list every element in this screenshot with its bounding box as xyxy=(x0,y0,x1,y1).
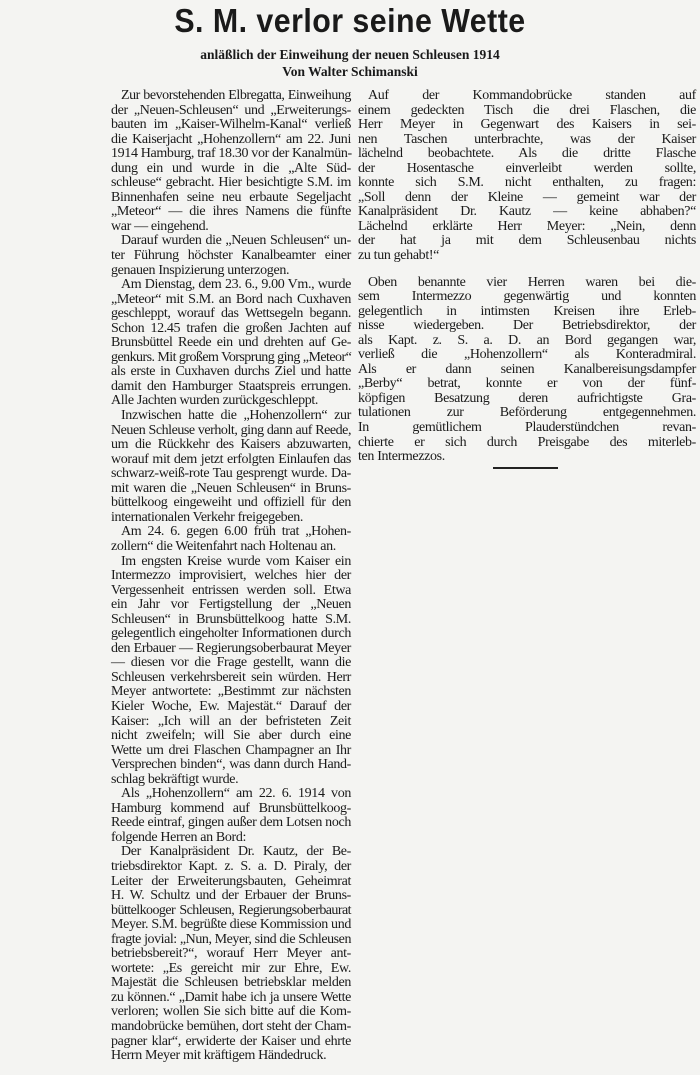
text-line: büttelkooger Schleusen, Regierungsoberbaurat xyxy=(111,902,351,918)
text-line: — diesen vor die Frage gestellt, wann die xyxy=(111,655,351,671)
paragraph xyxy=(111,555,351,788)
text-line: Intermezzo improvisiert, welches hier der xyxy=(111,568,351,584)
paragraph xyxy=(111,234,351,278)
text-line: verloren; wollen Sie sich bitte auf die Kom- xyxy=(111,1004,351,1020)
text-line: dung ein und wurde in die „Alte Süd- xyxy=(111,160,351,176)
paragraph xyxy=(111,525,351,554)
text-line: betriebsbereit?“, worauf Herr Meyer ant- xyxy=(111,946,351,962)
text-line: Darauf wurden die „Neuen Schleusen“ un- xyxy=(121,233,351,249)
text-line: zu tun gehabt!“ xyxy=(358,248,440,264)
paragraph xyxy=(111,409,351,525)
text-line: mit waren die „Neuen Schleusen“ in Bruns- xyxy=(111,480,351,496)
text-line: Auf der Kommandobrücke standen auf xyxy=(368,88,696,103)
text-line: genauen Inspizierung unterzogen. xyxy=(111,262,290,278)
text-line: Der Kanalpräsident Dr. Kautz, der Be- xyxy=(121,844,351,860)
text-line: worauf mit dem jetzt erfolgten Einlaufen das xyxy=(111,451,351,467)
text-line: Herr Meyer in Gegenwart des Kaisers in sei- xyxy=(358,117,696,133)
text-line: Meyer. S.M. begrüßte diese Kommission und xyxy=(111,917,351,933)
text-line: Versprechen binden“, was dann durch Hand- xyxy=(111,757,351,773)
text-line: Meyer antwortete: „Bestimmt zur nächsten xyxy=(111,684,351,700)
text-line: sem Intermezzo gegenwärtig und konnten xyxy=(358,289,696,305)
end-rule xyxy=(493,467,558,469)
text-line: zollern“ die Weitenfahrt nach Holtenau an. xyxy=(111,538,336,554)
text-line: verließ die „Hohenzollern“ als Konteradmiral. xyxy=(358,347,696,363)
byline: Von Walter Schimanski xyxy=(282,64,418,79)
text-line: internationalen Verkehr freigegeben. xyxy=(111,509,303,525)
text-line: Vergessenheit entrissen werden soll. Etwa xyxy=(111,582,351,598)
text-line: zu können.“ „Damit habe ich ja unsere Wette xyxy=(111,989,351,1005)
text-line: bauten im „Kaiser-Wilhelm-Kanal“ verließ xyxy=(111,117,351,133)
subtitle: anläßlich der Einweihung der neuen Schleusen 1914 xyxy=(200,47,500,62)
text-line: der „Neuen-Schleusen“ und „Erweiterungs- xyxy=(111,102,351,118)
text-line: Schleusen verkehrsbereit sein würden. Herr xyxy=(111,669,351,685)
text-line: „Meteor“ — die ihres Namens die fünfte xyxy=(111,204,351,220)
text-line: chierte er sich durch Preisgabe des miterleb- xyxy=(358,434,696,450)
paragraph xyxy=(111,278,351,409)
text-line: ten Intermezzos. xyxy=(358,449,445,465)
text-line: Leiter der Erweiterungsbauten, Geheimrat xyxy=(111,873,351,889)
text-line: pagner klar“, erwiderte der Kaiser und ehrte xyxy=(111,1033,351,1049)
text-line: Oben benannte vier Herren waren bei die- xyxy=(368,274,696,290)
text-line: Neuen Schleuse verholt, ging dann auf Reede, xyxy=(111,422,351,438)
text-line: Majestät die Schleusen betriebsklar melden xyxy=(111,975,351,991)
text-line: „Berby“ betrat, konnte er von der fünf- xyxy=(358,376,696,392)
text-line: konnte sich S.M. nicht enthalten, zu fragen: xyxy=(358,175,696,191)
text-line: Binnenhafen seine neu erbaute Segeljacht xyxy=(111,189,351,205)
paragraph xyxy=(111,787,351,845)
text-line: ter Führung höchster Kanalbeamter einer xyxy=(111,248,351,264)
text-line: nen Taschen unterbrachte, was der Kaiser xyxy=(358,131,696,147)
text-line: Herrn Meyer mit kräftigem Händedruck. xyxy=(111,1048,327,1064)
text-line: nisse wiedergeben. Der Betriebsdirektor, der xyxy=(358,318,696,334)
text-line: der Hosentasche einverleibt werden sollte, xyxy=(358,160,696,176)
text-line: Kieler Woche, Ew. Majestät.“ Darauf der xyxy=(111,698,351,714)
text-line: gelegentlich in intimsten Kreisen ihre Erleb- xyxy=(358,303,696,319)
text-line: 1914 Hamburg, traf 18.30 vor der Kanalmün- xyxy=(111,146,352,162)
text-line: geschleppt, worauf das Wettsegeln begann. xyxy=(111,306,351,322)
text-line: Brunsbüttel Reede ein und drehten auf Ge- xyxy=(111,335,351,351)
text-line: köpfigen Besatzung deren aufrichtigste Gra- xyxy=(358,390,696,406)
paragraph xyxy=(358,276,696,465)
text-line: Wette um drei Flaschen Champagner an Ihr xyxy=(111,742,351,758)
text-line: der hat ja mit dem Schleusenbau nichts xyxy=(358,233,696,249)
text-line: einem gedeckten Tisch die drei Flaschen, die xyxy=(358,102,696,118)
text-line: Als er dann seinen Kanalbereisungsdampfer xyxy=(358,361,696,377)
text-line: „Meteor“ mit S.M. an Bord nach Cuxhaven xyxy=(111,291,351,307)
text-line: Reede eintraf, gingen außer dem Lotsen noch xyxy=(111,815,351,831)
text-line: Zur bevorstehenden Elbregatta, Einweihung xyxy=(121,88,351,103)
text-line: Am 24. 6. gegen 6.00 früh trat „Hohen- xyxy=(121,524,351,540)
text-line: büttelkoog eingeweiht und offiziell für den xyxy=(111,495,351,511)
paragraph-gap xyxy=(358,264,696,276)
text-line: tulationen zur Beförderung entgegennehmen. xyxy=(358,405,696,421)
text-line: Inzwischen hatte die „Hohenzollern“ zur xyxy=(121,408,351,424)
paragraph xyxy=(358,89,696,264)
text-line: H. W. Schultz und der Erbauer der Bruns- xyxy=(111,888,351,904)
text-line: Schleusen“ in Brunsbüttelkoog hatte S.M. xyxy=(111,611,351,627)
text-line: Lächelnd erklärte Herr Meyer: „Nein, denn xyxy=(358,218,696,234)
headline: S. M. verlor seine Wette xyxy=(174,2,526,39)
text-line: Kanalpräsident Dr. Kautz — keine abhaben?“ xyxy=(358,204,696,220)
text-line: schleuse“ gebracht. Hier besichtigte S.M. im xyxy=(111,175,351,191)
text-line: als erste in Cuxhaven durchs Ziel und hatte xyxy=(111,364,351,380)
text-line: wortete: „Es gereicht mir zur Ehre, Ew. xyxy=(111,960,351,976)
text-line: mandobrücke bemühen, dort steht der Cham- xyxy=(111,1019,351,1034)
left-column xyxy=(111,89,351,1064)
text-line: Kaiser: „Ich will an der befristeten Zeit xyxy=(111,713,351,729)
text-line: genkurs. Mit großem Vorsprung ging „Meteor“ xyxy=(111,349,352,365)
text-line: die Kaiserjacht „Hohenzollern“ am 22. Juni xyxy=(111,131,351,147)
text-line: „Soll denn der Kleine — gemeint war der xyxy=(358,189,696,205)
text-line: Im engsten Kreise wurde vom Kaiser ein xyxy=(121,553,351,569)
text-line: folgende Herren an Bord: xyxy=(111,829,247,845)
text-line: gelegentlich eingeholter Informationen durch xyxy=(111,626,351,642)
text-line: Als „Hohenzollern“ am 22. 6. 1914 von xyxy=(121,786,351,802)
text-line: Schon 12.45 trafen die großen Jachten auf xyxy=(111,320,351,336)
text-line: nicht zweifeln; will Sie aber durch eine xyxy=(111,728,351,744)
text-line: Hamburg kommend auf Brunsbüttelkoog- xyxy=(111,800,351,816)
text-line: Am Dienstag, dem 23. 6., 9.00 Vm., wurde xyxy=(121,277,351,293)
right-column xyxy=(358,89,696,465)
text-line: lächelnd beobachtete. Als die dritte Flasche xyxy=(358,146,696,162)
text-line: triebsdirektor Kapt. z. S. a. D. Piraly, der xyxy=(111,858,351,874)
text-line: ein Jahr vor Fertigstellung der „Neuen xyxy=(111,597,351,613)
paragraph xyxy=(111,845,351,1063)
text-line: damit den Hamburger Staatspreis errungen. xyxy=(111,378,351,394)
text-line: schlag bekräftigt wurde. xyxy=(111,771,239,787)
paragraph xyxy=(111,89,351,234)
text-line: fragte jovial: „Nun, Meyer, sind die Schleusen xyxy=(111,931,351,947)
text-line: schwarz-weiß-rote Tau gesprengt wurde. Da- xyxy=(111,466,351,482)
text-line: als Kapt. z. S. a. D. an Bord gegangen war, xyxy=(358,332,696,348)
text-line: um die Rückkehr des Kaisers abzuwarten, xyxy=(111,437,351,453)
text-line: den Erbauer — Regierungsoberbaurat Meyer xyxy=(111,640,351,656)
text-line: war — eingehend. xyxy=(111,218,209,234)
text-line: In gemütlichem Plauderstündchen revan- xyxy=(358,420,696,436)
text-line: Alle Jachten wurden zurückgeschleppt. xyxy=(111,393,319,409)
